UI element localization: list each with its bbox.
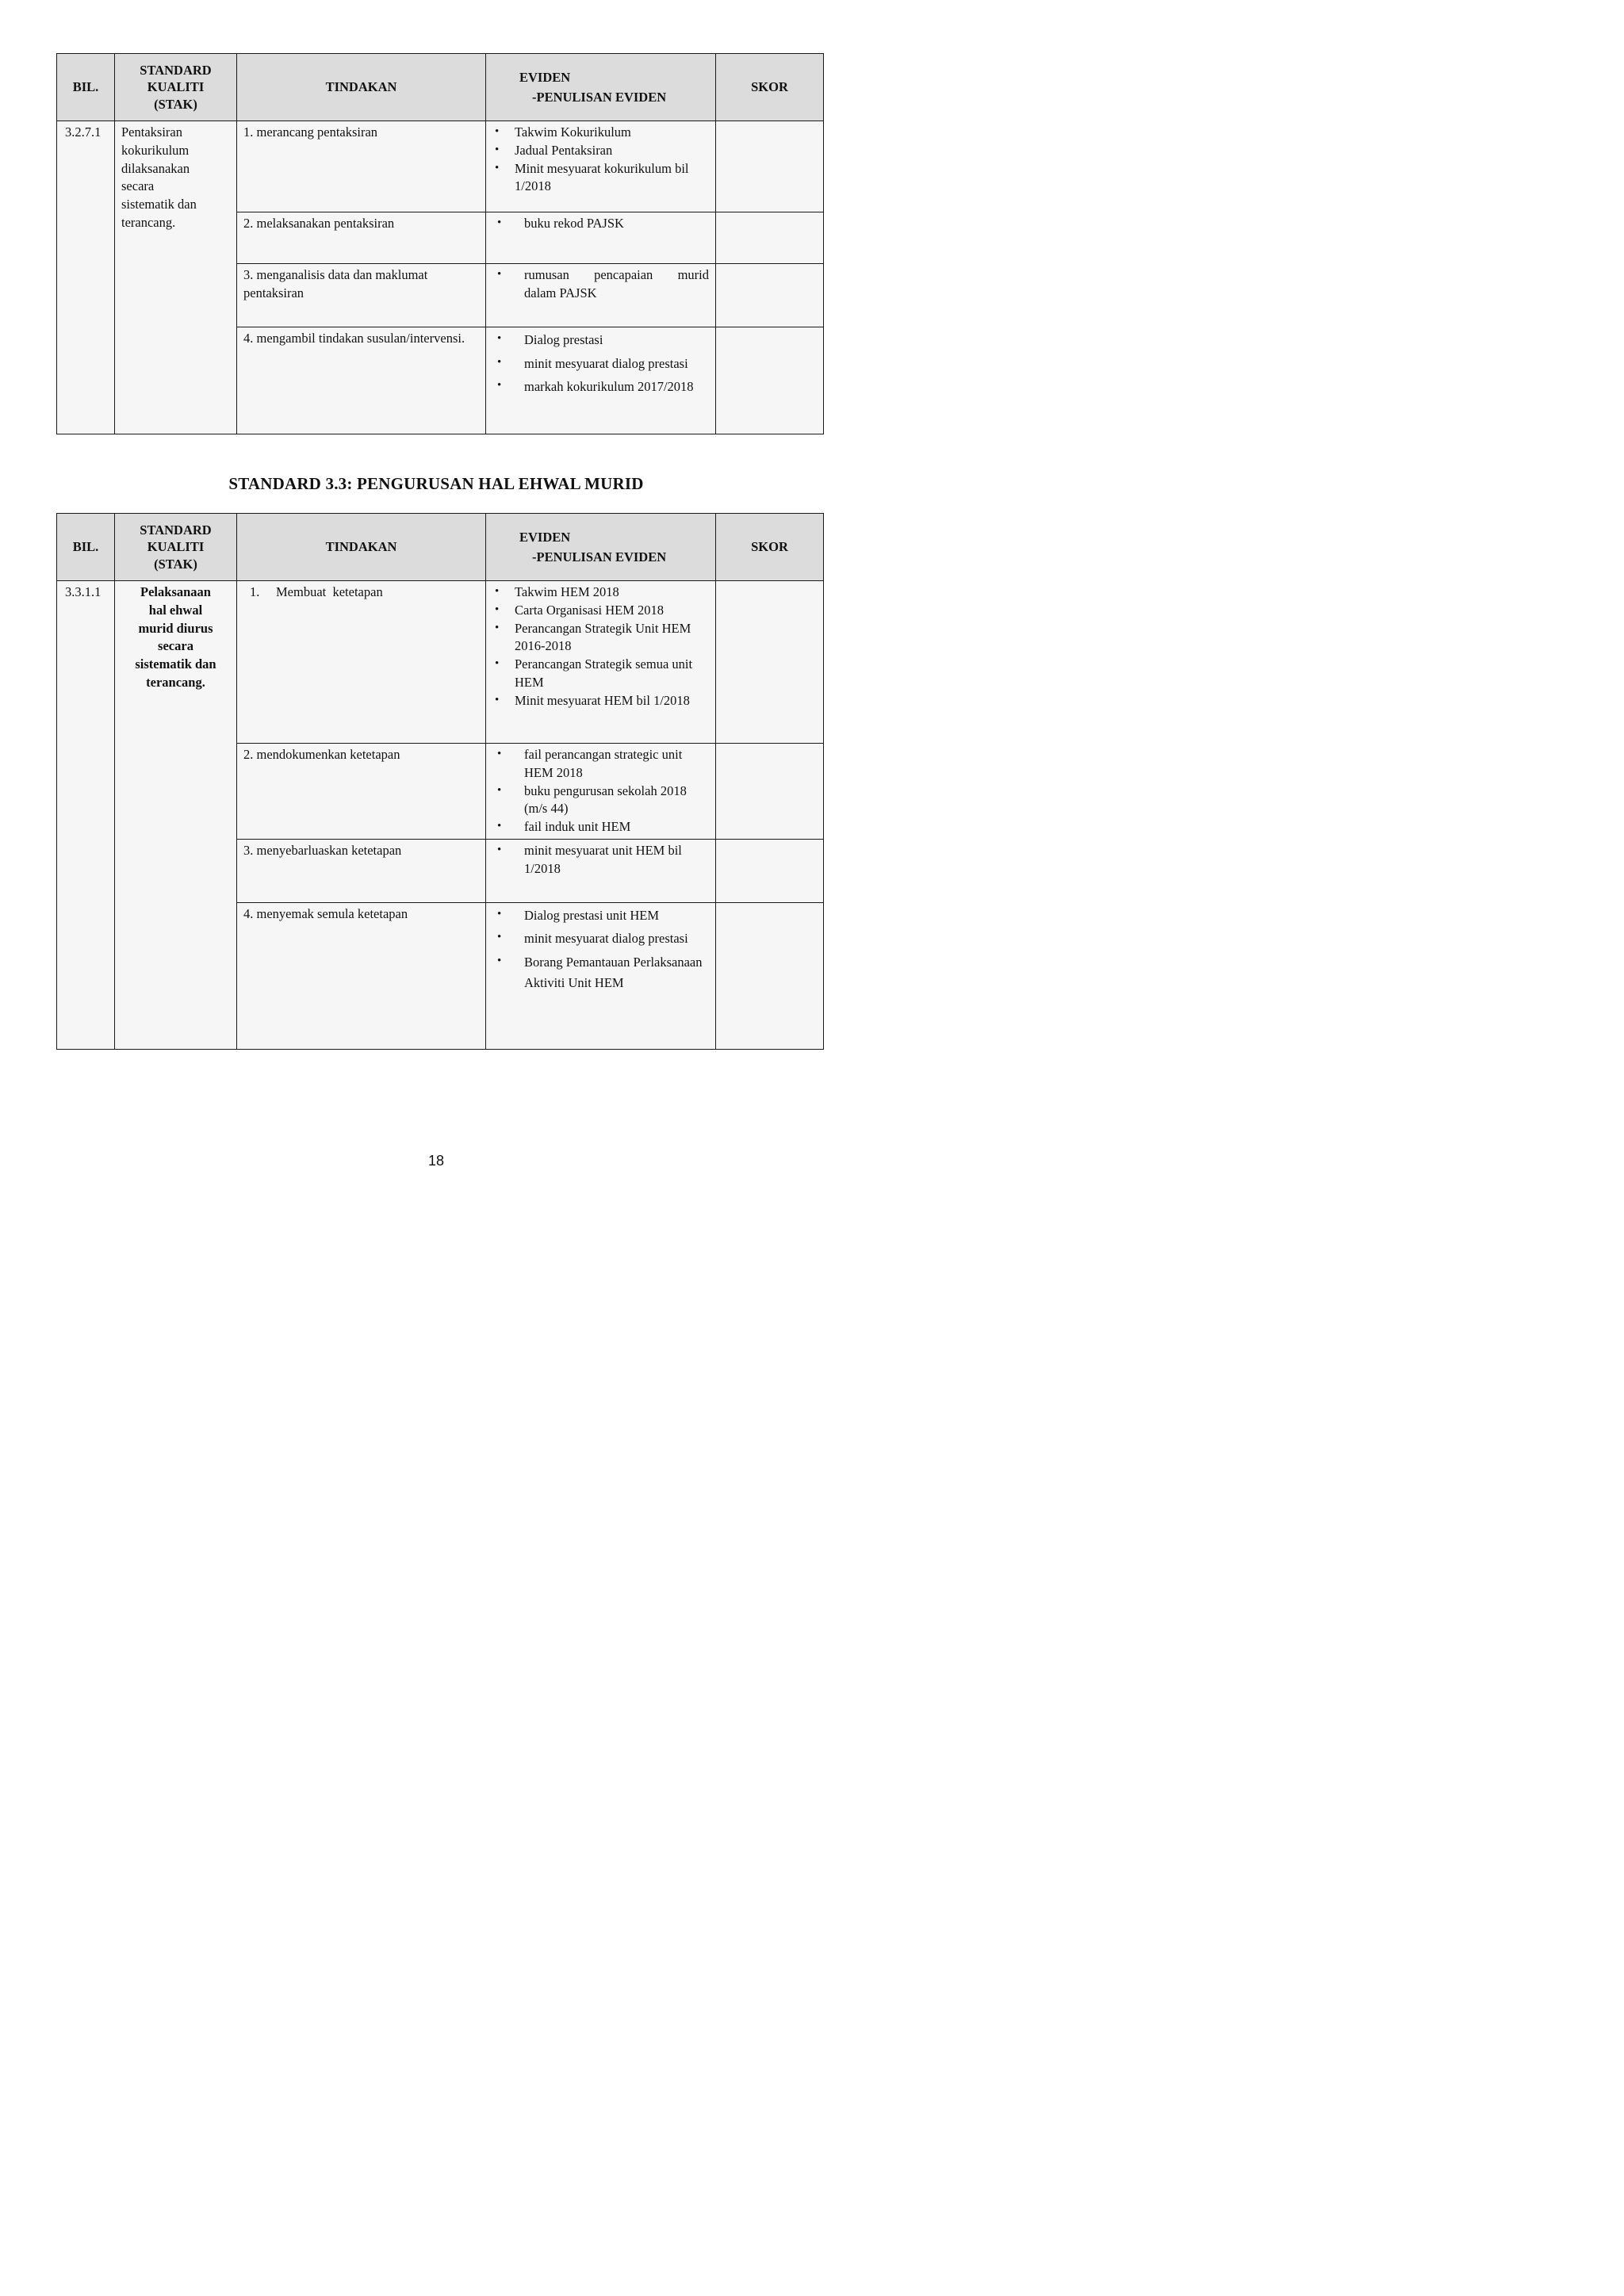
tindakan-cell: 1. merancang pentaksiran — [237, 121, 486, 212]
bil-number: 3.3.1.1 — [57, 581, 115, 1050]
eviden-item: • Takwim Kokurikulum — [492, 124, 709, 142]
eviden-item: • Dialog prestasi unit HEM — [492, 905, 709, 926]
eviden-item: • Takwim HEM 2018 — [492, 584, 709, 602]
tindakan-cell: 3. menganalisis data dan maklumat pentaksiran — [237, 264, 486, 327]
skor-cell[interactable] — [716, 264, 824, 327]
eviden-cell — [486, 581, 716, 744]
eviden-item: • rumusan pencapaian murid dalam PAJSK — [492, 266, 709, 303]
header-bil: BIL. — [57, 54, 115, 121]
standard-3-2-table — [56, 53, 824, 434]
tindakan-cell: 4. menyemak semula ketetapan — [237, 902, 486, 1049]
eviden-item: • Borang Pemantauan Perlaksanaan Aktiviti Unit HEM — [492, 952, 709, 993]
header-eviden: EVIDEN -PENULISAN EVIDEN — [486, 514, 716, 581]
tindakan-cell: 4. mengambil tindakan susulan/intervensi. — [237, 327, 486, 434]
table-header-row — [57, 514, 824, 581]
eviden-item: • Carta Organisasi HEM 2018 — [492, 602, 709, 620]
table-header-row — [57, 54, 824, 121]
header-skor: SKOR — [716, 54, 824, 121]
skor-cell[interactable] — [716, 839, 824, 902]
stak-description: Pelaksanaan hal ehwal murid diurus secara sistematik dan terancang. — [115, 581, 237, 1050]
eviden-cell — [486, 212, 716, 264]
skor-cell[interactable] — [716, 581, 824, 744]
eviden-item: • minit mesyuarat unit HEM bil 1/2018 — [492, 842, 709, 878]
header-tindakan: TINDAKAN — [237, 514, 486, 581]
header-tindakan: TINDAKAN — [237, 54, 486, 121]
eviden-item: • Dialog prestasi — [492, 330, 709, 350]
eviden-cell — [486, 902, 716, 1049]
eviden-item: • markah kokurikulum 2017/2018 — [492, 377, 709, 397]
eviden-item: • buku pengurusan sekolah 2018 (m/s 44) — [492, 783, 709, 819]
eviden-cell — [486, 121, 716, 212]
eviden-item: • Perancangan Strategik semua unit HEM — [492, 656, 709, 692]
header-skor: SKOR — [716, 514, 824, 581]
eviden-item: • minit mesyuarat dialog prestasi — [492, 928, 709, 949]
eviden-item: • fail perancangan strategic unit HEM 2018 — [492, 746, 709, 783]
eviden-cell — [486, 744, 716, 840]
eviden-cell — [486, 264, 716, 327]
header-bil: BIL. — [57, 514, 115, 581]
eviden-cell — [486, 327, 716, 434]
eviden-item: • Perancangan Strategik Unit HEM 2016-2018 — [492, 620, 709, 656]
eviden-item: • Jadual Pentaksiran — [492, 142, 709, 160]
eviden-item: • fail induk unit HEM — [492, 818, 709, 836]
page-number: 18 — [427, 1153, 445, 1169]
tindakan-cell: 2. melaksanakan pentaksiran — [237, 212, 486, 264]
stak-description: Pentaksiran kokurikulum dilaksanakan secara sistematik dan terancang. — [115, 121, 237, 434]
standard-3-3-table — [56, 513, 824, 1050]
eviden-cell — [486, 839, 716, 902]
eviden-item: • buku rekod PAJSK — [492, 215, 709, 233]
skor-cell[interactable] — [716, 121, 824, 212]
eviden-item: • minit mesyuarat dialog prestasi — [492, 354, 709, 374]
tindakan-cell: 2. mendokumenkan ketetapan — [237, 744, 486, 840]
table-row — [57, 581, 824, 744]
eviden-item: • Minit mesyuarat kokurikulum bil 1/2018 — [492, 160, 709, 197]
header-eviden: EVIDEN -PENULISAN EVIDEN — [486, 54, 716, 121]
header-stak: STANDARD KUALITI (STAK) — [115, 514, 237, 581]
skor-cell[interactable] — [716, 327, 824, 434]
table-row — [57, 121, 824, 212]
eviden-item: • Minit mesyuarat HEM bil 1/2018 — [492, 692, 709, 710]
skor-cell[interactable] — [716, 744, 824, 840]
tindakan-cell: 1. Membuat ketetapan — [237, 581, 486, 744]
bil-number: 3.2.7.1 — [57, 121, 115, 434]
tindakan-cell: 3. menyebarluaskan ketetapan — [237, 839, 486, 902]
section-heading: STANDARD 3.3: PENGURUSAN HAL EHWAL MURID — [228, 474, 644, 493]
header-stak: STANDARD KUALITI (STAK) — [115, 54, 237, 121]
skor-cell[interactable] — [716, 902, 824, 1049]
skor-cell[interactable] — [716, 212, 824, 264]
